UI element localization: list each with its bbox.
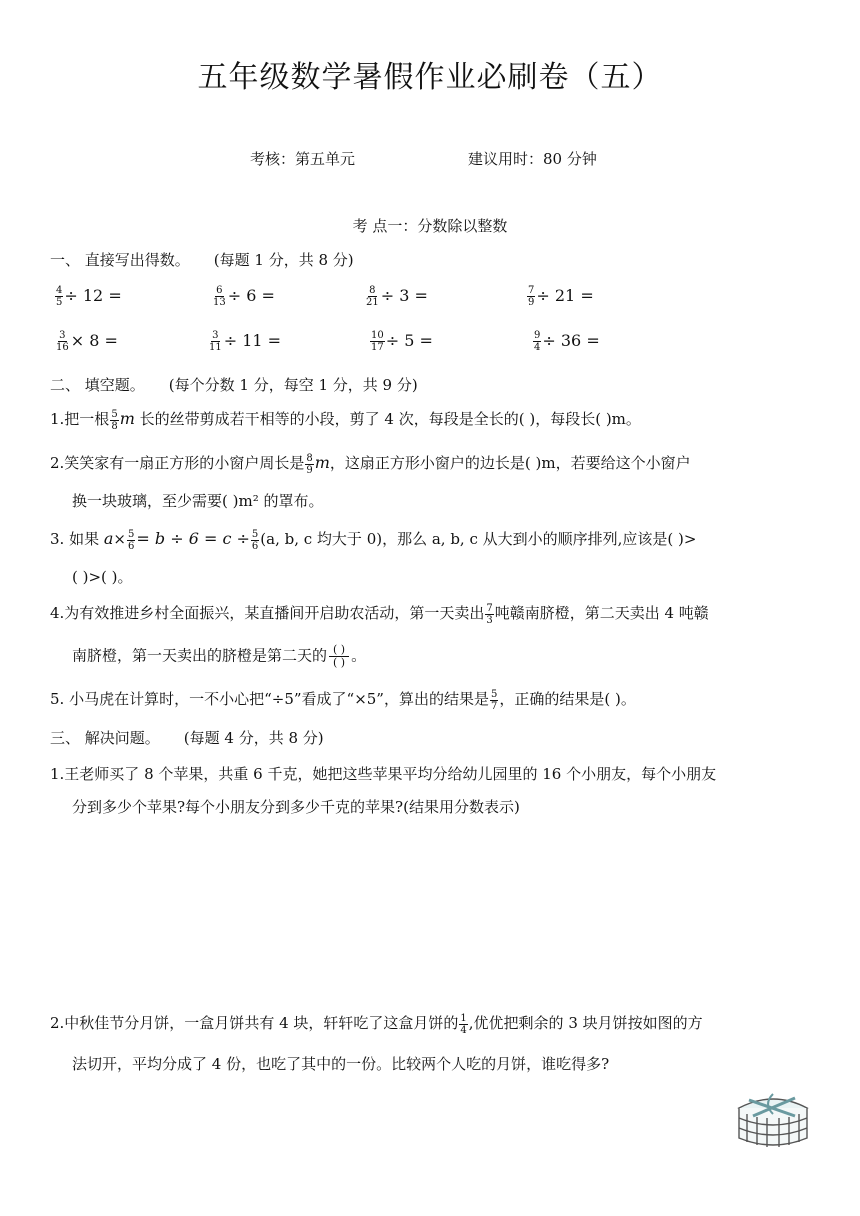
section3-title: 三、 解决问题。: [50, 729, 160, 747]
calc-item: $\frac{10}{17}$ ÷ 5 =: [371, 330, 433, 353]
calc-item: $\frac{3}{11}$ ÷ 11 =: [209, 330, 282, 353]
section3-heading: [50, 727, 324, 748]
section2-title: 二、 填空题。: [50, 376, 145, 394]
problem-2: 2.中秋佳节分月饼，一盒月饼共有 4 块，轩轩吃了这盒月饼的 $\frac{1}{4}$ ,优优把剩余的 3 块月饼按如图的方: [50, 1012, 703, 1036]
section2-heading: [50, 374, 418, 395]
calc-item: $\frac{7}{9}$ ÷ 21 =: [528, 285, 594, 308]
section2-score: (每个分数 1 分，每空 1 分，共 9 分): [168, 376, 418, 394]
fill-question-4: 4.为有效推进乡村全面振兴，某直播间开启助农活动，第一天卖出 $\frac{7}{3}$ 吨赣南脐橙，第二天卖出 4 吨赣: [50, 602, 709, 626]
suggested-time: 建议用时：80 分钟: [468, 150, 597, 168]
section1-score: (每题 1 分，共 8 分): [213, 251, 354, 269]
fill-question-4-cont: 南脐橙，第一天卖出的脐橙是第二天的 ( ) ( ) 。: [72, 643, 367, 669]
fill-question-3-cont: ( )>( )。: [72, 568, 133, 586]
calc-item: $\frac{6}{13}$ ÷ 6 =: [213, 285, 275, 308]
mooncake-icon: [733, 1086, 813, 1152]
problem-1-cont: 分到多少个苹果?每个小朋友分到多少千克的苹果?(结果用分数表示): [72, 798, 520, 816]
calc-item: $\frac{4}{5}$ ÷ 12 =: [56, 285, 122, 308]
problem-1: 1.王老师买了 8 个苹果，共重 6 千克，她把这些苹果平均分给幼儿园里的 16 个小朋友，每个小朋友: [50, 765, 717, 783]
fill-question-2-cont: 换一块玻璃，至少需要( )m² 的罩布。: [72, 492, 324, 510]
answer-fraction-blank[interactable]: ( ) ( ): [329, 644, 349, 669]
page-title: 五年级数学暑假作业必刷卷（五）: [197, 60, 663, 95]
calc-item: $\frac{3}{16}$ × 8 =: [56, 330, 118, 353]
section1-heading: [50, 249, 354, 270]
section3-score: (每题 4 分，共 8 分): [183, 729, 324, 747]
fill-question-2: 2.笑笑家有一扇正方形的小窗户周长是 $\frac{8}{9}$ m，这扇正方形小窗户的边长是( )m，若要给这个小窗户: [50, 452, 691, 476]
fill-question-5: 5. 小马虎在计算时，一不小心把“÷5”看成了“×5”，算出的结果是 $\frac{5}{7}$ ，正确的结果是( )。: [50, 688, 636, 712]
kaodian-heading: 考 点一：分数除以整数: [352, 217, 508, 235]
calc-item: $\frac{9}{4}$ ÷ 36 =: [534, 330, 600, 353]
problem-2-cont: 法切开，平均分成了 4 份，也吃了其中的一份。比较两个人吃的月饼，谁吃得多?: [72, 1055, 610, 1073]
fill-question-3: 3. 如果 a× $\frac{5}{6}$ = b ÷ 6 = c ÷ $\frac{5}{6}$ (a, b, c 均大于 0)，那么 a, b, c 从大到小的顺序排列,应该是( )>: [50, 528, 697, 552]
section1-title: 一、 直接写出得数。: [50, 251, 190, 269]
calc-item: $\frac{8}{21}$ ÷ 3 =: [366, 285, 428, 308]
exam-scope: 考核：第五单元: [250, 150, 356, 168]
fill-question-1: 1.把一根 $\frac{5}{8}$ m 长的丝带剪成若干相等的小段，剪了 4 次，每段是全长的( )，每段长( )m。: [50, 408, 641, 432]
